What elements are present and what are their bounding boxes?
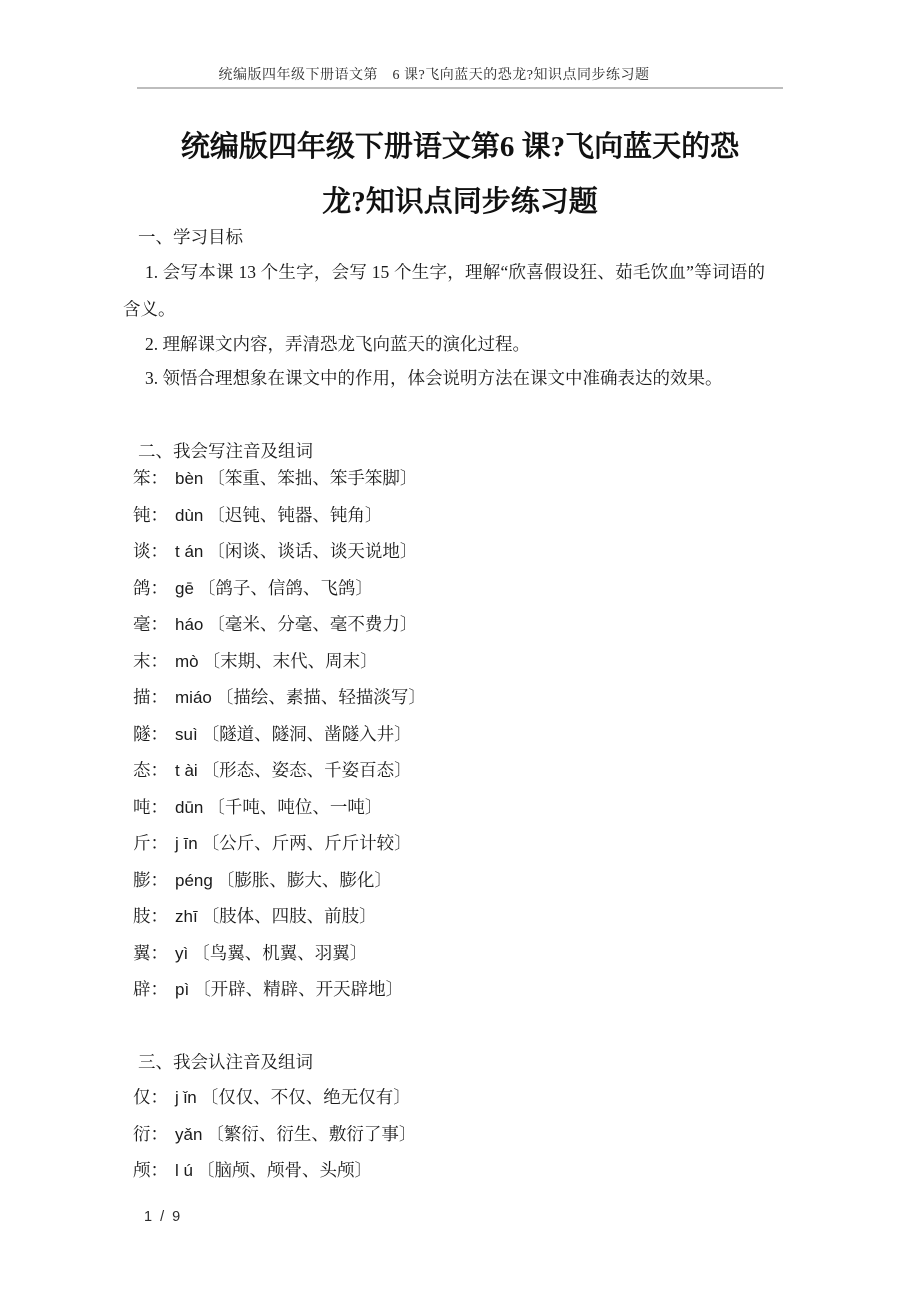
entry-words: 〔闲谈、谈话、谈天说地〕 — [207, 541, 418, 561]
entry-pinyin: pì — [175, 980, 190, 999]
entry-words: 〔笨重、笨拙、笨手笨脚〕 — [207, 468, 418, 488]
entry-hanzi: 谈： — [133, 541, 168, 561]
entry-pinyin: j īn — [175, 834, 198, 853]
word-entry — [133, 1079, 416, 1116]
word-entry — [133, 533, 426, 570]
word-entry — [133, 862, 426, 899]
entry-words: 〔末期、末代、周末〕 — [202, 650, 378, 671]
entry-pinyin: zhī — [175, 907, 198, 926]
entry-words: 〔脑颅、颅骨、头颅〕 — [196, 1160, 372, 1180]
entry-hanzi: 鸽： — [133, 577, 168, 598]
entry-words: 〔迟钝、钝器、钝角〕 — [207, 504, 383, 525]
entry-hanzi: 隧： — [133, 723, 168, 744]
entry-hanzi: 吨： — [133, 796, 168, 817]
entry-hanzi: 膨： — [133, 869, 168, 890]
entry-words: 〔膨胀、膨大、膨化〕 — [216, 869, 392, 890]
word-entry — [133, 752, 426, 789]
word-entry — [133, 1152, 416, 1189]
entry-pinyin: yǎn — [175, 1124, 203, 1144]
entry-pinyin: l ú — [175, 1161, 193, 1180]
entry-pinyin: miáo — [175, 688, 212, 707]
entry-words: 〔毫米、分毫、毫不费力〕 — [207, 614, 418, 634]
entry-pinyin: dùn — [175, 505, 204, 525]
entry-words: 〔形态、姿态、千姿百态〕 — [201, 760, 412, 780]
entry-pinyin: gē — [175, 578, 194, 598]
word-entry — [133, 935, 426, 972]
word-entry — [133, 679, 426, 716]
entry-pinyin: j ǐn — [175, 1088, 197, 1107]
entry-words: 〔鸟翼、机翼、羽翼〕 — [192, 942, 368, 963]
entry-pinyin: háo — [175, 615, 204, 634]
word-entry — [133, 971, 426, 1008]
word-entry — [133, 1116, 416, 1153]
goals-paragraph-2: 2. 理解课文内容，弄清恐龙飞向蓝天的演化过程。 — [145, 334, 530, 354]
write-words-list — [133, 460, 426, 1008]
word-entry — [133, 643, 426, 680]
entry-hanzi: 辟： — [133, 979, 168, 999]
entry-words: 〔公斤、斤两、斤斤计较〕 — [201, 833, 412, 853]
entry-hanzi: 笨： — [133, 468, 168, 488]
entry-hanzi: 毫： — [133, 614, 168, 634]
entry-words: 〔隧道、隧洞、凿隧入井〕 — [201, 723, 412, 744]
entry-hanzi: 仅： — [133, 1087, 168, 1107]
word-entry — [133, 460, 426, 497]
entry-hanzi: 末： — [133, 650, 168, 671]
entry-hanzi: 颅： — [133, 1160, 168, 1180]
entry-pinyin: mò — [175, 651, 199, 671]
word-entry — [133, 606, 426, 643]
entry-hanzi: 翼： — [133, 942, 168, 963]
entry-pinyin: dūn — [175, 797, 204, 817]
running-header: 统编版四年级下册语文第 6 课?飞向蓝天的恐龙?知识点同步练习题 — [218, 68, 650, 83]
entry-pinyin: bèn — [175, 469, 204, 488]
page-number: 1 / 9 — [144, 1209, 183, 1225]
entry-words: 〔描绘、素描、轻描淡写〕 — [215, 687, 426, 707]
section-heading-goals: 一、学习目标 — [138, 227, 243, 247]
entry-hanzi: 描： — [133, 687, 168, 707]
word-entry — [133, 716, 426, 753]
entry-hanzi: 态： — [133, 760, 168, 780]
entry-words: 〔肢体、四肢、前肢〕 — [201, 906, 377, 926]
entry-pinyin: t ài — [175, 761, 198, 780]
entry-hanzi: 衍： — [133, 1123, 168, 1144]
entry-words: 〔开辟、精辟、开天辟地〕 — [193, 979, 404, 999]
section-heading-write-words: 二、我会写注音及组词 — [138, 441, 313, 461]
entry-pinyin: péng — [175, 870, 213, 890]
section-heading-recognize-words: 三、我会认注音及组词 — [138, 1052, 313, 1072]
entry-hanzi: 斤： — [133, 833, 168, 853]
word-entry — [133, 570, 426, 607]
word-entry — [133, 497, 426, 534]
entry-pinyin: suì — [175, 724, 198, 744]
goals-paragraph-1: 1. 会写本课 13 个生字，会写 15 个生字，理解“欣喜假设狂、茹毛饮血”等词语的含义。 — [123, 262, 765, 319]
word-entry — [133, 898, 426, 935]
entry-words: 〔千吨、吨位、一吨〕 — [207, 796, 383, 817]
entry-hanzi: 肢： — [133, 906, 168, 926]
recognize-words-list — [133, 1079, 416, 1189]
entry-pinyin: t án — [175, 542, 204, 561]
entry-pinyin: yì — [175, 943, 189, 963]
entry-words: 〔鸽子、信鸽、飞鸽〕 — [197, 577, 373, 598]
entry-words: 〔繁衍、衍生、敷衍了事〕 — [206, 1123, 417, 1144]
word-entry — [133, 789, 426, 826]
entry-hanzi: 钝： — [133, 504, 168, 525]
word-entry — [133, 825, 426, 862]
entry-words: 〔仅仅、不仅、绝无仅有〕 — [200, 1087, 411, 1107]
document-title: 统编版四年级下册语文第6 课?飞向蓝天的恐龙?知识点同步练习题 — [180, 131, 740, 218]
goals-paragraph-3: 3. 领悟合理想象在课文中的作用，体会说明方法在课文中准确表达的效果。 — [145, 368, 723, 388]
header-divider — [137, 87, 783, 89]
